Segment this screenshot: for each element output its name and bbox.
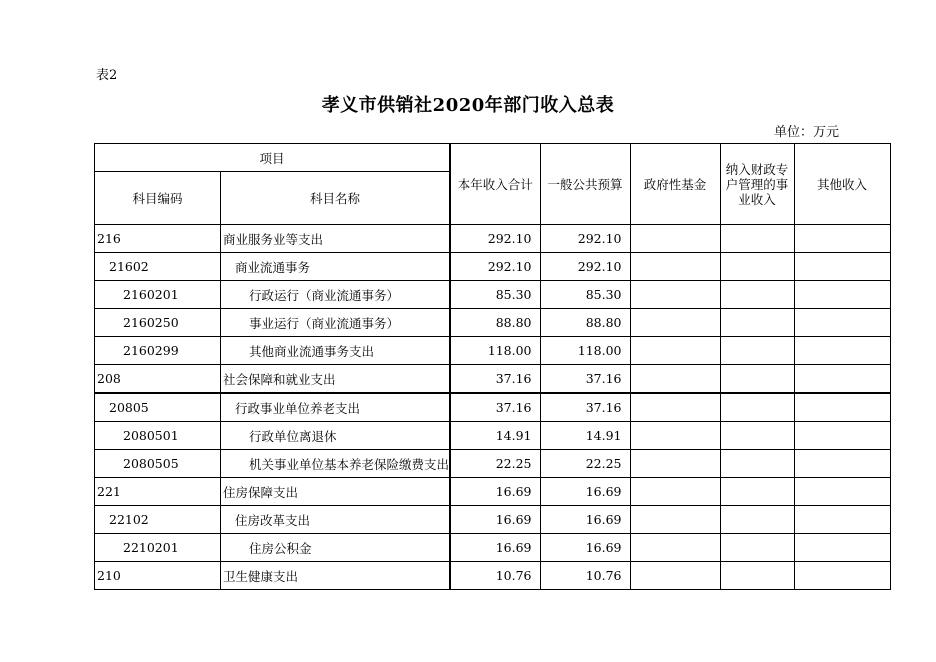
cell-name: 住房公积金 bbox=[221, 534, 451, 562]
cell-other bbox=[794, 450, 890, 478]
cell-special-mgmt bbox=[720, 506, 794, 534]
cell-gov-fund bbox=[630, 534, 720, 562]
cell-general-budget: 37.16 bbox=[540, 393, 630, 422]
cell-other bbox=[794, 562, 890, 590]
cell-special-mgmt bbox=[720, 225, 794, 253]
cell-name: 住房改革支出 bbox=[221, 506, 451, 534]
table-row bbox=[95, 225, 891, 253]
cell-general-budget: 88.80 bbox=[540, 309, 630, 337]
cell-code: 2160201 bbox=[95, 281, 221, 309]
cell-name: 事业运行（商业流通事务） bbox=[221, 309, 451, 337]
cell-special-mgmt bbox=[720, 422, 794, 450]
cell-special-mgmt bbox=[720, 393, 794, 422]
cell-special-mgmt bbox=[720, 534, 794, 562]
header-code: 科目编码 bbox=[95, 172, 221, 225]
cell-general-budget: 292.10 bbox=[540, 225, 630, 253]
cell-special-mgmt bbox=[720, 281, 794, 309]
cell-general-budget: 16.69 bbox=[540, 478, 630, 506]
cell-code: 22102 bbox=[95, 506, 221, 534]
table-row bbox=[95, 562, 891, 590]
cell-gov-fund bbox=[630, 337, 720, 365]
cell-gov-fund bbox=[630, 225, 720, 253]
cell-total: 14.91 bbox=[450, 422, 540, 450]
cell-gov-fund bbox=[630, 393, 720, 422]
cell-gov-fund bbox=[630, 365, 720, 394]
cell-name: 社会保障和就业支出 bbox=[221, 365, 451, 394]
cell-code: 216 bbox=[95, 225, 221, 253]
cell-code: 2210201 bbox=[95, 534, 221, 562]
cell-special-mgmt bbox=[720, 562, 794, 590]
header-total: 本年收入合计 bbox=[450, 144, 540, 225]
cell-total: 37.16 bbox=[450, 393, 540, 422]
cell-general-budget: 22.25 bbox=[540, 450, 630, 478]
cell-gov-fund bbox=[630, 253, 720, 281]
cell-total: 88.80 bbox=[450, 309, 540, 337]
cell-total: 16.69 bbox=[450, 506, 540, 534]
cell-special-mgmt bbox=[720, 450, 794, 478]
cell-name: 行政单位离退休 bbox=[221, 422, 451, 450]
cell-name: 行政运行（商业流通事务） bbox=[221, 281, 451, 309]
cell-general-budget: 118.00 bbox=[540, 337, 630, 365]
header-name: 科目名称 bbox=[221, 172, 451, 225]
cell-special-mgmt bbox=[720, 337, 794, 365]
cell-other bbox=[794, 365, 890, 394]
cell-name: 商业流通事务 bbox=[221, 253, 451, 281]
cell-gov-fund bbox=[630, 281, 720, 309]
cell-name: 商业服务业等支出 bbox=[221, 225, 451, 253]
cell-code: 210 bbox=[95, 562, 221, 590]
cell-code: 21602 bbox=[95, 253, 221, 281]
cell-total: 10.76 bbox=[450, 562, 540, 590]
table-row bbox=[95, 393, 891, 422]
cell-special-mgmt bbox=[720, 309, 794, 337]
cell-other bbox=[794, 393, 890, 422]
cell-total: 22.25 bbox=[450, 450, 540, 478]
cell-general-budget: 14.91 bbox=[540, 422, 630, 450]
cell-name: 行政事业单位养老支出 bbox=[221, 393, 451, 422]
cell-name: 卫生健康支出 bbox=[221, 562, 451, 590]
cell-gov-fund bbox=[630, 450, 720, 478]
table-row bbox=[95, 337, 891, 365]
table-row bbox=[95, 281, 891, 309]
cell-name: 机关事业单位基本养老保险缴费支出 bbox=[221, 450, 451, 478]
header-gov-fund: 政府性基金 bbox=[630, 144, 720, 225]
cell-other bbox=[794, 253, 890, 281]
cell-total: 292.10 bbox=[450, 253, 540, 281]
header-other: 其他收入 bbox=[794, 144, 890, 225]
cell-code: 2160299 bbox=[95, 337, 221, 365]
cell-gov-fund bbox=[630, 478, 720, 506]
cell-special-mgmt bbox=[720, 478, 794, 506]
table-row bbox=[95, 506, 891, 534]
cell-name: 住房保障支出 bbox=[221, 478, 451, 506]
cell-gov-fund bbox=[630, 562, 720, 590]
unit-label: 单位：万元 bbox=[773, 125, 839, 140]
cell-other bbox=[794, 337, 890, 365]
table-row bbox=[95, 534, 891, 562]
cell-general-budget: 292.10 bbox=[540, 253, 630, 281]
table-row bbox=[95, 450, 891, 478]
table-row bbox=[95, 422, 891, 450]
cell-total: 85.30 bbox=[450, 281, 540, 309]
cell-other bbox=[794, 281, 890, 309]
cell-code: 2160250 bbox=[95, 309, 221, 337]
cell-code: 2080501 bbox=[95, 422, 221, 450]
table-row bbox=[95, 309, 891, 337]
cell-total: 118.00 bbox=[450, 337, 540, 365]
cell-code: 221 bbox=[95, 478, 221, 506]
cell-other bbox=[794, 225, 890, 253]
header-general-budget: 一般公共预算 bbox=[540, 144, 630, 225]
cell-general-budget: 10.76 bbox=[540, 562, 630, 590]
cell-other bbox=[794, 478, 890, 506]
cell-total: 37.16 bbox=[450, 365, 540, 394]
cell-other bbox=[794, 309, 890, 337]
cell-name: 其他商业流通事务支出 bbox=[221, 337, 451, 365]
cell-special-mgmt bbox=[720, 253, 794, 281]
page-title: 孝义市供销社2020年部门收入总表 bbox=[321, 95, 615, 116]
cell-total: 16.69 bbox=[450, 478, 540, 506]
cell-general-budget: 16.69 bbox=[540, 534, 630, 562]
cell-gov-fund bbox=[630, 506, 720, 534]
cell-general-budget: 16.69 bbox=[540, 506, 630, 534]
cell-other bbox=[794, 422, 890, 450]
cell-general-budget: 85.30 bbox=[540, 281, 630, 309]
table-id: 表2 bbox=[96, 68, 118, 83]
cell-total: 16.69 bbox=[450, 534, 540, 562]
cell-code: 208 bbox=[95, 365, 221, 394]
table-row bbox=[95, 478, 891, 506]
income-table bbox=[94, 143, 891, 590]
table-row bbox=[95, 253, 891, 281]
cell-general-budget: 37.16 bbox=[540, 365, 630, 394]
cell-code: 2080505 bbox=[95, 450, 221, 478]
cell-gov-fund bbox=[630, 309, 720, 337]
cell-total: 292.10 bbox=[450, 225, 540, 253]
cell-code: 20805 bbox=[95, 393, 221, 422]
header-project: 项目 bbox=[95, 144, 451, 172]
cell-other bbox=[794, 506, 890, 534]
header-special-mgmt: 纳入财政专户管理的事业收入 bbox=[720, 144, 794, 225]
table-row bbox=[95, 365, 891, 394]
cell-gov-fund bbox=[630, 422, 720, 450]
cell-special-mgmt bbox=[720, 365, 794, 394]
cell-other bbox=[794, 534, 890, 562]
